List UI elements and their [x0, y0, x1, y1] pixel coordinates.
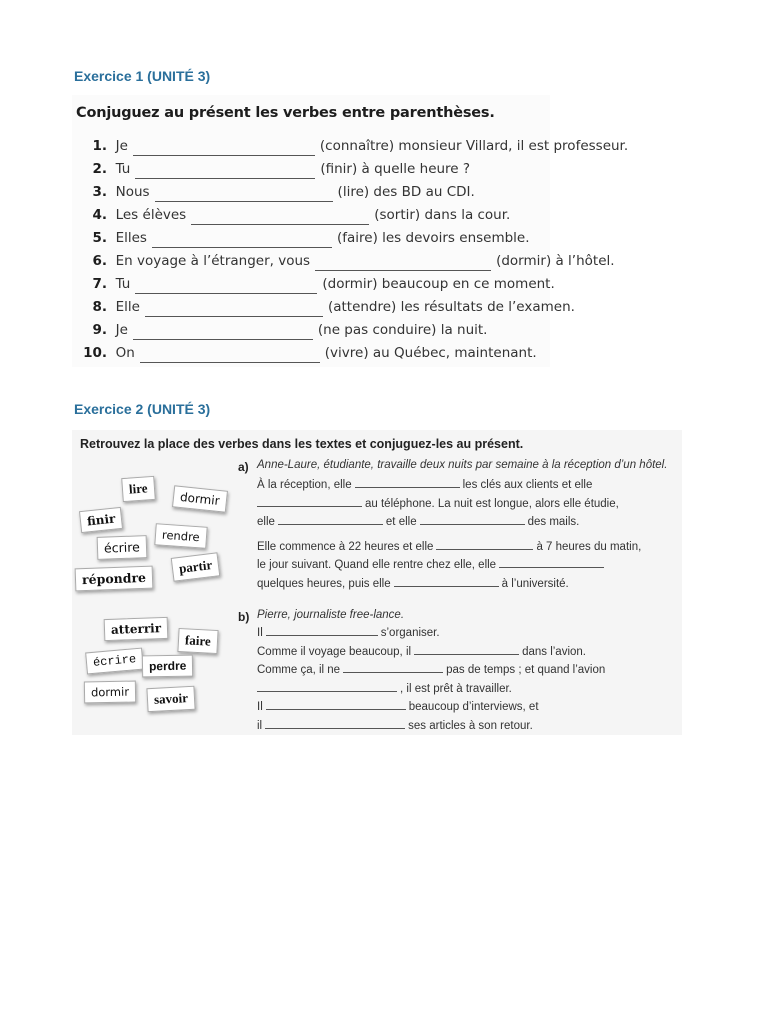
answer-blank[interactable] [266, 624, 378, 636]
part-b-text [257, 608, 672, 735]
answer-blank[interactable] [343, 661, 443, 673]
text-fragment: Comme ça, il ne [257, 664, 341, 676]
part-a-intro: Anne-Laure, étudiante, travaille deux nuits par semaine à la réception d’un hôtel. [257, 459, 668, 471]
text-fragment: au téléphone. La nuit est longue, alors elle étudie, [365, 497, 619, 510]
item-text-before: On [115, 345, 135, 361]
answer-blank[interactable] [140, 348, 320, 363]
exercise-1-panel [72, 95, 629, 367]
item-number: 4. [92, 207, 107, 223]
list-item [72, 271, 628, 294]
part-a-text [257, 458, 672, 593]
item-text-after: (ne pas conduire) la nuit. [317, 322, 488, 338]
exercise-2-title: Exercice 2 (UNITÉ 3) [74, 401, 211, 417]
text-fragment: , il est prêt à travailler. [400, 682, 512, 695]
text-line [257, 661, 672, 680]
text-line [257, 538, 672, 557]
answer-blank[interactable] [436, 538, 533, 550]
answer-blank[interactable] [420, 513, 525, 525]
item-number: 1. [92, 138, 107, 154]
text-line [257, 495, 672, 514]
answer-blank[interactable] [414, 643, 519, 655]
item-text-before: Tu [115, 276, 131, 292]
item-number: 5. [92, 230, 107, 246]
item-text-before: Elle [115, 299, 140, 315]
list-item [72, 317, 628, 340]
text-fragment: ses articles à son retour. [408, 719, 533, 732]
answer-blank[interactable] [315, 256, 491, 271]
answer-blank[interactable] [191, 210, 369, 225]
item-text-after: (lire) des BD au CDI. [337, 184, 475, 200]
part-a-label: a) [238, 460, 249, 474]
item-text-after: (connaître) monsieur Villard, il est professeur. [319, 138, 629, 154]
text-line [257, 556, 672, 575]
answer-blank[interactable] [257, 495, 362, 507]
answer-blank[interactable] [135, 279, 317, 294]
answer-blank[interactable] [499, 556, 604, 568]
answer-blank[interactable] [155, 187, 333, 202]
item-text-before: Les élèves [115, 207, 187, 223]
text-fragment: il [257, 719, 263, 732]
item-text-after: (faire) les devoirs ensemble. [336, 230, 530, 246]
answer-blank[interactable] [265, 717, 405, 729]
answer-blank[interactable] [394, 575, 499, 587]
text-fragment: à 7 heures du matin, [536, 540, 642, 553]
answer-blank[interactable] [355, 476, 460, 488]
text-fragment: à l’université. [501, 577, 569, 590]
text-fragment: quelques heures, puis elle [257, 577, 391, 590]
exercise-2-instruction: Retrouvez la place des verbes dans les textes et conjuguez-les au présent. [80, 437, 524, 451]
verb-card[interactable]: lire [121, 476, 155, 502]
item-text-after: (attendre) les résultats de l’examen. [327, 299, 575, 315]
answer-blank[interactable] [152, 233, 332, 248]
list-item [72, 133, 628, 156]
exercise-1-title: Exercice 1 (UNITÉ 3) [74, 68, 211, 84]
text-fragment: beaucoup d’interviews, et [408, 701, 539, 713]
item-number: 6. [92, 253, 107, 269]
text-fragment: pas de temps ; et quand l’avion [446, 664, 606, 676]
item-text-before: Tu [115, 161, 131, 177]
text-fragment: le jour suivant. Quand elle rentre chez elle, elle [257, 559, 497, 571]
verb-card[interactable]: écrire [97, 535, 148, 560]
verb-card[interactable]: partir [171, 552, 221, 582]
text-line [257, 575, 672, 594]
verb-card[interactable]: dormir [84, 681, 136, 704]
text-fragment: Il [257, 701, 263, 713]
item-text-after: (finir) à quelle heure ? [320, 161, 471, 177]
exercise-1-list [72, 133, 628, 363]
item-number: 8. [92, 299, 107, 315]
text-fragment: des mails. [527, 516, 580, 528]
item-text-before: Elles [115, 230, 147, 246]
item-text-before: Nous [115, 184, 150, 200]
text-fragment: s’organiser. [380, 627, 440, 639]
list-item [72, 202, 628, 225]
answer-blank[interactable] [133, 141, 315, 156]
item-number: 2. [92, 161, 107, 177]
verb-card[interactable]: faire [177, 628, 218, 654]
text-fragment: les clés aux clients et elle [462, 479, 593, 491]
verb-card[interactable]: savoir [146, 686, 195, 712]
item-number: 9. [92, 322, 107, 338]
list-item [72, 156, 628, 179]
text-line [257, 680, 672, 699]
text-fragment: dans l’avion. [522, 645, 586, 658]
item-text-before: En voyage à l’étranger, vous [115, 253, 311, 269]
part-b-intro: Pierre, journaliste free-lance. [257, 609, 405, 621]
text-fragment: À la réception, elle [257, 479, 352, 491]
answer-blank[interactable] [257, 680, 397, 692]
text-line [257, 476, 672, 495]
answer-blank[interactable] [135, 164, 315, 179]
part-b-label: b) [238, 610, 250, 624]
text-line [257, 513, 672, 532]
item-number: 7. [92, 276, 107, 292]
answer-blank[interactable] [133, 325, 313, 340]
text-fragment: elle [257, 516, 275, 528]
text-line [257, 643, 672, 662]
text-fragment: Il [257, 627, 263, 639]
item-number: 10. [83, 345, 107, 361]
answer-blank[interactable] [145, 302, 323, 317]
verb-card[interactable]: écrire [85, 648, 144, 675]
text-fragment: Comme il voyage beaucoup, il [257, 645, 412, 658]
verb-card[interactable]: atterrir [104, 617, 169, 641]
list-item [72, 225, 628, 248]
text-fragment: et elle [385, 516, 417, 528]
item-number: 3. [92, 184, 107, 200]
text-fragment: Elle commence à 22 heures et elle [257, 540, 434, 553]
item-text-after: (dormir) à l’hôtel. [496, 253, 615, 269]
answer-blank[interactable] [278, 513, 383, 525]
item-text-after: (vivre) au Québec, maintenant. [324, 345, 537, 361]
text-line [257, 717, 672, 736]
verb-card[interactable]: rendre [154, 523, 207, 549]
verb-card[interactable]: perdre [142, 655, 194, 678]
item-text-after: (dormir) beaucoup en ce moment. [322, 276, 555, 292]
list-item [72, 294, 628, 317]
item-text-before: Je [115, 138, 128, 154]
list-item [72, 340, 628, 363]
exercise-1-instruction: Conjuguez au présent les verbes entre parenthèses. [76, 105, 495, 121]
list-item [72, 248, 628, 271]
item-text-after: (sortir) dans la cour. [374, 207, 511, 223]
verb-card[interactable]: répondre [75, 566, 154, 592]
list-item [72, 179, 628, 202]
verb-card[interactable]: dormir [172, 485, 228, 512]
verb-card[interactable]: finir [79, 507, 123, 533]
text-line [257, 624, 672, 643]
answer-blank[interactable] [266, 698, 406, 710]
text-line [257, 698, 672, 717]
exercise-2-panel [72, 430, 682, 735]
item-text-before: Je [115, 322, 128, 338]
